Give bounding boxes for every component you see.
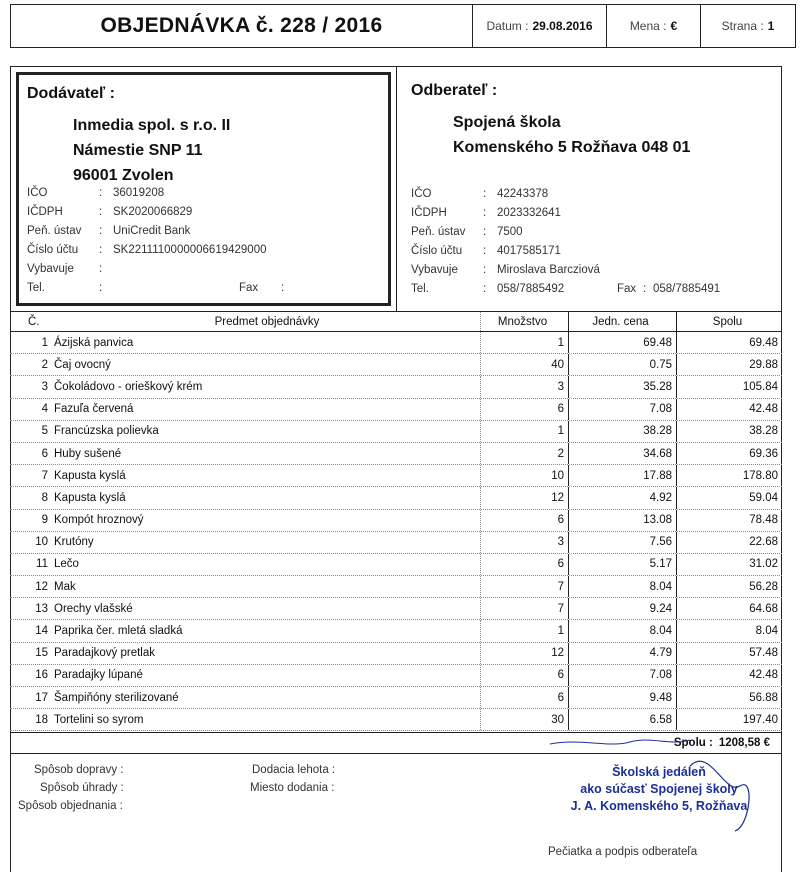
row-quantity: 40 xyxy=(480,354,568,375)
field-value: UniCredit Bank xyxy=(113,224,191,237)
row-quantity: 6 xyxy=(480,665,568,686)
supplier-box xyxy=(16,72,391,306)
table-row xyxy=(10,709,782,731)
ordering-label: Spôsob objednania : xyxy=(18,800,123,812)
row-quantity: 30 xyxy=(480,709,568,730)
table-row xyxy=(10,376,782,398)
field-value: 7500 xyxy=(497,225,523,238)
row-unit-price: 7.56 xyxy=(568,532,676,553)
row-item-name: Paprika čer. mletá sladká xyxy=(54,625,183,638)
supplier-label: Dodávateľ : xyxy=(27,85,115,102)
row-quantity: 12 xyxy=(480,487,568,508)
table-header-row xyxy=(10,312,782,332)
table-row xyxy=(10,443,782,465)
table-row xyxy=(10,510,782,532)
row-unit-price: 5.17 xyxy=(568,554,676,575)
transport-label: Spôsob dopravy : xyxy=(34,764,124,776)
row-unit-price: 7.08 xyxy=(568,665,676,686)
row-number: 18 xyxy=(35,713,48,726)
row-number: 4 xyxy=(41,403,48,416)
row-quantity: 6 xyxy=(480,554,568,575)
order-currency xyxy=(607,5,701,47)
delivery-date-label: Dodacia lehota : xyxy=(252,764,336,776)
row-total: 8.04 xyxy=(676,620,782,641)
field-key: Vybavuje xyxy=(27,262,74,275)
customer-tel-row: Tel. : 058/7885492 Fax : 058/7885491 xyxy=(411,282,721,295)
row-total: 69.48 xyxy=(676,332,782,353)
supplier-section xyxy=(11,67,397,311)
payment-label: Spôsob úhrady : xyxy=(40,782,124,794)
field-key: IČDPH xyxy=(411,206,447,219)
customer-handler-row: Vybavuje : Miroslava Barcziová xyxy=(411,263,600,276)
stamp-line: ako súčasť Spojenej školy xyxy=(580,782,738,796)
row-number: 3 xyxy=(41,380,48,393)
row-quantity: 6 xyxy=(480,510,568,531)
currency-value: € xyxy=(670,19,678,33)
table-row xyxy=(10,687,782,709)
supplier-icdph-row: IČDPH : SK2020066829 xyxy=(27,205,193,218)
order-title: OBJEDNÁVKA č. 228 / 2016 xyxy=(11,5,473,47)
customer-section xyxy=(397,67,781,311)
currency-label: Mena : xyxy=(629,19,667,33)
row-number: 10 xyxy=(35,536,48,549)
row-item-name: Ázijská panvica xyxy=(54,336,134,349)
field-value: 2023332641 xyxy=(497,206,561,219)
row-item-name: Kapusta kyslá xyxy=(54,491,126,504)
table-body xyxy=(10,332,782,731)
row-number: 6 xyxy=(41,447,48,460)
row-total: 31.02 xyxy=(676,554,782,575)
table-row xyxy=(10,421,782,443)
row-quantity: 6 xyxy=(480,687,568,708)
table-row xyxy=(10,399,782,421)
supplier-name-line: Inmedia spol. s r.o. II xyxy=(73,117,231,134)
customer-account-row: Číslo účtu : 4017585171 xyxy=(411,244,561,257)
row-number: 5 xyxy=(41,425,48,438)
header-total: Spolu xyxy=(676,312,782,331)
field-value: SK2211110000006619429000 xyxy=(113,243,267,256)
row-total: 59.04 xyxy=(676,487,782,508)
field-value: SK2020066829 xyxy=(113,205,193,218)
customer-name-line: Spojená škola xyxy=(453,114,561,131)
row-item-name: Lečo xyxy=(54,558,79,571)
row-unit-price: 4.79 xyxy=(568,643,676,664)
header-unit-price: Jedn. cena xyxy=(568,312,676,331)
field-key: Peň. ústav xyxy=(27,224,82,237)
stamp-line: Školská jedáleň xyxy=(612,765,706,779)
row-unit-price: 9.24 xyxy=(568,598,676,619)
date-label: Datum : xyxy=(486,19,529,33)
row-number: 7 xyxy=(41,469,48,482)
supplier-info xyxy=(27,183,377,297)
order-header xyxy=(10,4,796,48)
field-value: Miroslava Barcziová xyxy=(497,263,600,276)
field-key: Číslo účtu xyxy=(27,243,79,256)
row-item-name: Čaj ovocný xyxy=(54,358,111,371)
page-label: Strana : xyxy=(721,19,764,33)
row-total: 42.48 xyxy=(676,665,782,686)
date-value: 29.08.2016 xyxy=(532,19,593,33)
row-total: 57.48 xyxy=(676,643,782,664)
row-item-name: Tortelini so syrom xyxy=(54,713,144,726)
header-item: Predmet objednávky xyxy=(214,315,320,328)
row-total: 38.28 xyxy=(676,421,782,442)
row-unit-price: 17.88 xyxy=(568,465,676,486)
customer-fax-value: 058/7885491 xyxy=(653,282,721,295)
table-row xyxy=(10,576,782,598)
order-page xyxy=(701,5,795,47)
customer-ico-row: IČO : 42243378 xyxy=(411,187,549,200)
row-item-name: Mak xyxy=(54,580,76,593)
row-number: 11 xyxy=(36,558,48,571)
row-total: 42.48 xyxy=(676,399,782,420)
supplier-bank-row: Peň. ústav : UniCredit Bank xyxy=(27,224,191,237)
table-row xyxy=(10,643,782,665)
row-item-name: Krutóny xyxy=(54,536,94,549)
row-unit-price: 0.75 xyxy=(568,354,676,375)
customer-name-line: Komenského 5 Rožňava 048 01 xyxy=(453,139,691,156)
table-row xyxy=(10,354,782,376)
stamp-line: J. A. Komenského 5, Rožňava xyxy=(570,799,748,813)
row-item-name: Francúzska polievka xyxy=(54,425,159,438)
supplier-ico-row: IČO : 36019208 xyxy=(27,186,165,199)
row-item-name: Čokoládovo - orieškový krém xyxy=(54,380,203,393)
row-unit-price: 38.28 xyxy=(568,421,676,442)
row-total: 105.84 xyxy=(676,376,782,397)
signature-caption: Pečiatka a podpis odberateľa xyxy=(548,846,698,858)
row-unit-price: 13.08 xyxy=(568,510,676,531)
field-key: IČO xyxy=(411,187,432,200)
row-quantity: 1 xyxy=(480,332,568,353)
row-number: 9 xyxy=(41,514,48,527)
table-row xyxy=(10,532,782,554)
customer-icdph-row: IČDPH : 2023332641 xyxy=(411,206,561,219)
row-unit-price: 69.48 xyxy=(568,332,676,353)
row-unit-price: 34.68 xyxy=(568,443,676,464)
header-no: Č. xyxy=(28,315,40,328)
supplier-fax-colon: : xyxy=(281,281,285,294)
supplier-handler-row: Vybavuje : xyxy=(27,262,103,275)
row-item-name: Šampiňóny sterilizované xyxy=(54,691,179,704)
row-quantity: 3 xyxy=(480,376,568,397)
row-quantity: 6 xyxy=(480,399,568,420)
row-total: 64.68 xyxy=(676,598,782,619)
customer-bank-row: Peň. ústav : 7500 xyxy=(411,225,523,238)
row-quantity: 7 xyxy=(480,576,568,597)
table-row xyxy=(10,465,782,487)
row-number: 12 xyxy=(35,580,48,593)
table-row xyxy=(10,665,782,687)
supplier-name-line: Námestie SNP 11 xyxy=(73,142,203,159)
table-row xyxy=(10,620,782,642)
row-item-name: Orechy vlašské xyxy=(54,602,133,615)
row-total: 178.80 xyxy=(676,465,782,486)
field-key: Tel. xyxy=(411,282,429,295)
row-quantity: 12 xyxy=(480,643,568,664)
page-value: 1 xyxy=(767,19,775,33)
row-item-name: Paradajky lúpané xyxy=(54,669,143,682)
customer-info xyxy=(411,184,771,298)
row-quantity: 1 xyxy=(480,421,568,442)
table-row xyxy=(10,554,782,576)
row-item-name: Kompót hroznový xyxy=(54,514,144,527)
field-value: 058/7885492 xyxy=(497,282,565,295)
supplier-tel-row: Tel. : Fax : xyxy=(27,281,285,294)
row-total: 29.88 xyxy=(676,354,782,375)
row-number: 8 xyxy=(41,491,48,504)
field-value: 36019208 xyxy=(113,186,165,199)
grand-total-value: 1208,58 € xyxy=(718,737,770,749)
row-total: 56.88 xyxy=(676,687,782,708)
row-unit-price: 7.08 xyxy=(568,399,676,420)
row-total: 22.68 xyxy=(676,532,782,553)
row-item-name: Huby sušené xyxy=(54,447,122,460)
row-unit-price: 8.04 xyxy=(568,576,676,597)
row-number: 1 xyxy=(41,336,48,349)
row-number: 17 xyxy=(35,691,48,704)
supplier-name-line: 96001 Zvolen xyxy=(73,167,174,184)
customer-fax-colon: : xyxy=(643,282,647,295)
row-item-name: Paradajkový pretlak xyxy=(54,647,155,660)
row-item-name: Fazuľa červená xyxy=(54,403,134,416)
row-number: 14 xyxy=(35,625,48,638)
row-quantity: 1 xyxy=(480,620,568,641)
customer-fax-label: Fax xyxy=(617,282,637,295)
field-key: IČDPH xyxy=(27,205,63,218)
row-quantity: 7 xyxy=(480,598,568,619)
field-key: Tel. xyxy=(27,281,45,294)
row-total: 197.40 xyxy=(676,709,782,730)
grand-total-label: Spolu : xyxy=(673,737,713,749)
row-total: 78.48 xyxy=(676,510,782,531)
field-key: Peň. ústav xyxy=(411,225,466,238)
row-unit-price: 4.92 xyxy=(568,487,676,508)
order-items-table xyxy=(10,312,782,731)
row-number: 16 xyxy=(35,669,48,682)
row-number: 15 xyxy=(35,647,48,660)
row-quantity: 3 xyxy=(480,532,568,553)
row-unit-price: 35.28 xyxy=(568,376,676,397)
header-quantity: Množstvo xyxy=(480,312,568,331)
supplier-account-row: Číslo účtu : SK2211110000006619429000 xyxy=(27,243,267,256)
table-row xyxy=(10,598,782,620)
field-key: IČO xyxy=(27,186,48,199)
customer-label: Odberateľ : xyxy=(411,82,498,99)
delivery-place-label: Miesto dodania : xyxy=(250,782,335,794)
row-unit-price: 9.48 xyxy=(568,687,676,708)
table-row xyxy=(10,487,782,509)
row-number: 2 xyxy=(41,358,48,371)
field-value: 42243378 xyxy=(497,187,549,200)
parties-section xyxy=(10,66,782,312)
row-quantity: 10 xyxy=(480,465,568,486)
signature-scribble xyxy=(540,736,790,836)
row-item-name: Kapusta kyslá xyxy=(54,469,126,482)
row-number: 13 xyxy=(35,602,48,615)
field-key: Vybavuje xyxy=(411,263,458,276)
row-quantity: 2 xyxy=(480,443,568,464)
field-value: 4017585171 xyxy=(497,244,561,257)
order-date xyxy=(473,5,607,47)
row-unit-price: 8.04 xyxy=(568,620,676,641)
supplier-fax-label: Fax xyxy=(239,281,259,294)
row-total: 56.28 xyxy=(676,576,782,597)
row-total: 69.36 xyxy=(676,443,782,464)
table-row xyxy=(10,332,782,354)
row-unit-price: 6.58 xyxy=(568,709,676,730)
field-key: Číslo účtu xyxy=(411,244,463,257)
